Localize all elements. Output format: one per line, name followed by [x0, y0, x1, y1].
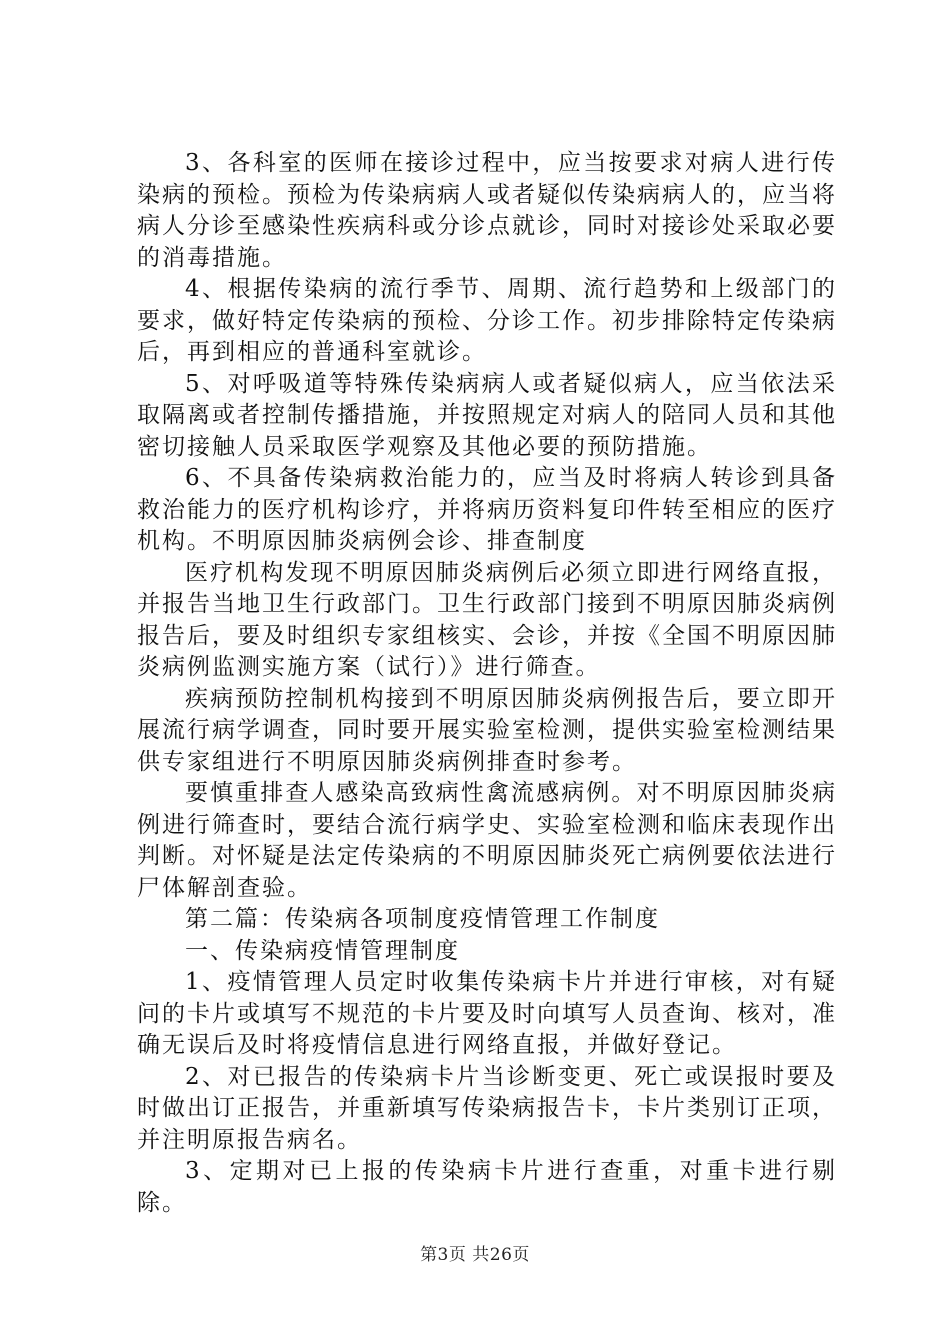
paragraph-avian-flu-screening: 要慎重排查人感染高致病性禽流感病例。对不明原因肺炎病例进行筛查时，要结合流行病学史、实验室检测和临床表现作出判断。对怀疑是法定传染病的不明原因肺炎死亡病例要依法进行尸体解剖查验。	[137, 780, 837, 901]
paragraph-pneumonia-report: 医疗机构发现不明原因肺炎病例后必须立即进行网络直报，并报告当地卫生行政部门。卫生行政部门接到不明原因肺炎病例报告后，要及时组织专家组核实、会诊，并按《全国不明原因肺炎病例监测实施方案（试行）》进行筛查。	[137, 559, 837, 680]
paragraph-4-seasonal-triage: 4、根据传染病的流行季节、周期、流行趋势和上级部门的要求，做好特定传染病的预检、分诊工作。初步排除特定传染病后，再到相应的普通科室就诊。	[137, 276, 837, 365]
paragraph-1-card-review: 1、疫情管理人员定时收集传染病卡片并进行审核，对有疑问的卡片或填写不规范的卡片要及时向填写人员查询、核对，准确无误后及时将疫情信息进行网络直报，并做好登记。	[137, 969, 837, 1058]
paragraph-5-isolation: 5、对呼吸道等特殊传染病病人或者疑似病人，应当依法采取隔离或者控制传播措施，并按照规定对病人的陪同人员和其他密切接触人员采取医学观察及其他必要的预防措施。	[137, 370, 837, 460]
page-number-footer: 第3页 共26页	[420, 1245, 530, 1265]
paragraph-3-triage: 3、各科室的医师在接诊过程中，应当按要求对病人进行传染病的预检。预检为传染病病人或者疑似传染病病人的，应当将病人分诊至感染性疾病科或分诊点就诊，同时对接诊处采取必要的消毒措施。	[137, 150, 837, 271]
paragraph-cdc-investigation: 疾病预防控制机构接到不明原因肺炎病例报告后，要立即开展流行病学调查，同时要开展实验室检测，提供实验室检测结果供专家组进行不明原因肺炎病例排查时参考。	[137, 685, 837, 775]
paragraph-2-correction-report: 2、对已报告的传染病卡片当诊断变更、死亡或误报时要及时做出订正报告，并重新填写传染病报告卡，卡片类别订正项，并注明原报告病名。	[137, 1063, 837, 1153]
document-body	[137, 148, 837, 1219]
paragraph-6-referral: 6、不具备传染病救治能力的，应当及时将病人转诊到具备救治能力的医疗机构诊疗，并将病历资料复印件转至相应的医疗机构。不明原因肺炎病例会诊、排查制度	[137, 465, 837, 554]
subsection-heading-epidemic-management: 一、传染病疫情管理制度	[185, 937, 460, 964]
section-heading-part-two: 第二篇：传染病各项制度疫情管理工作制度	[185, 906, 660, 932]
paragraph-3-duplicate-check: 3、定期对已上报的传染病卡片进行查重，对重卡进行剔除。	[137, 1158, 837, 1216]
